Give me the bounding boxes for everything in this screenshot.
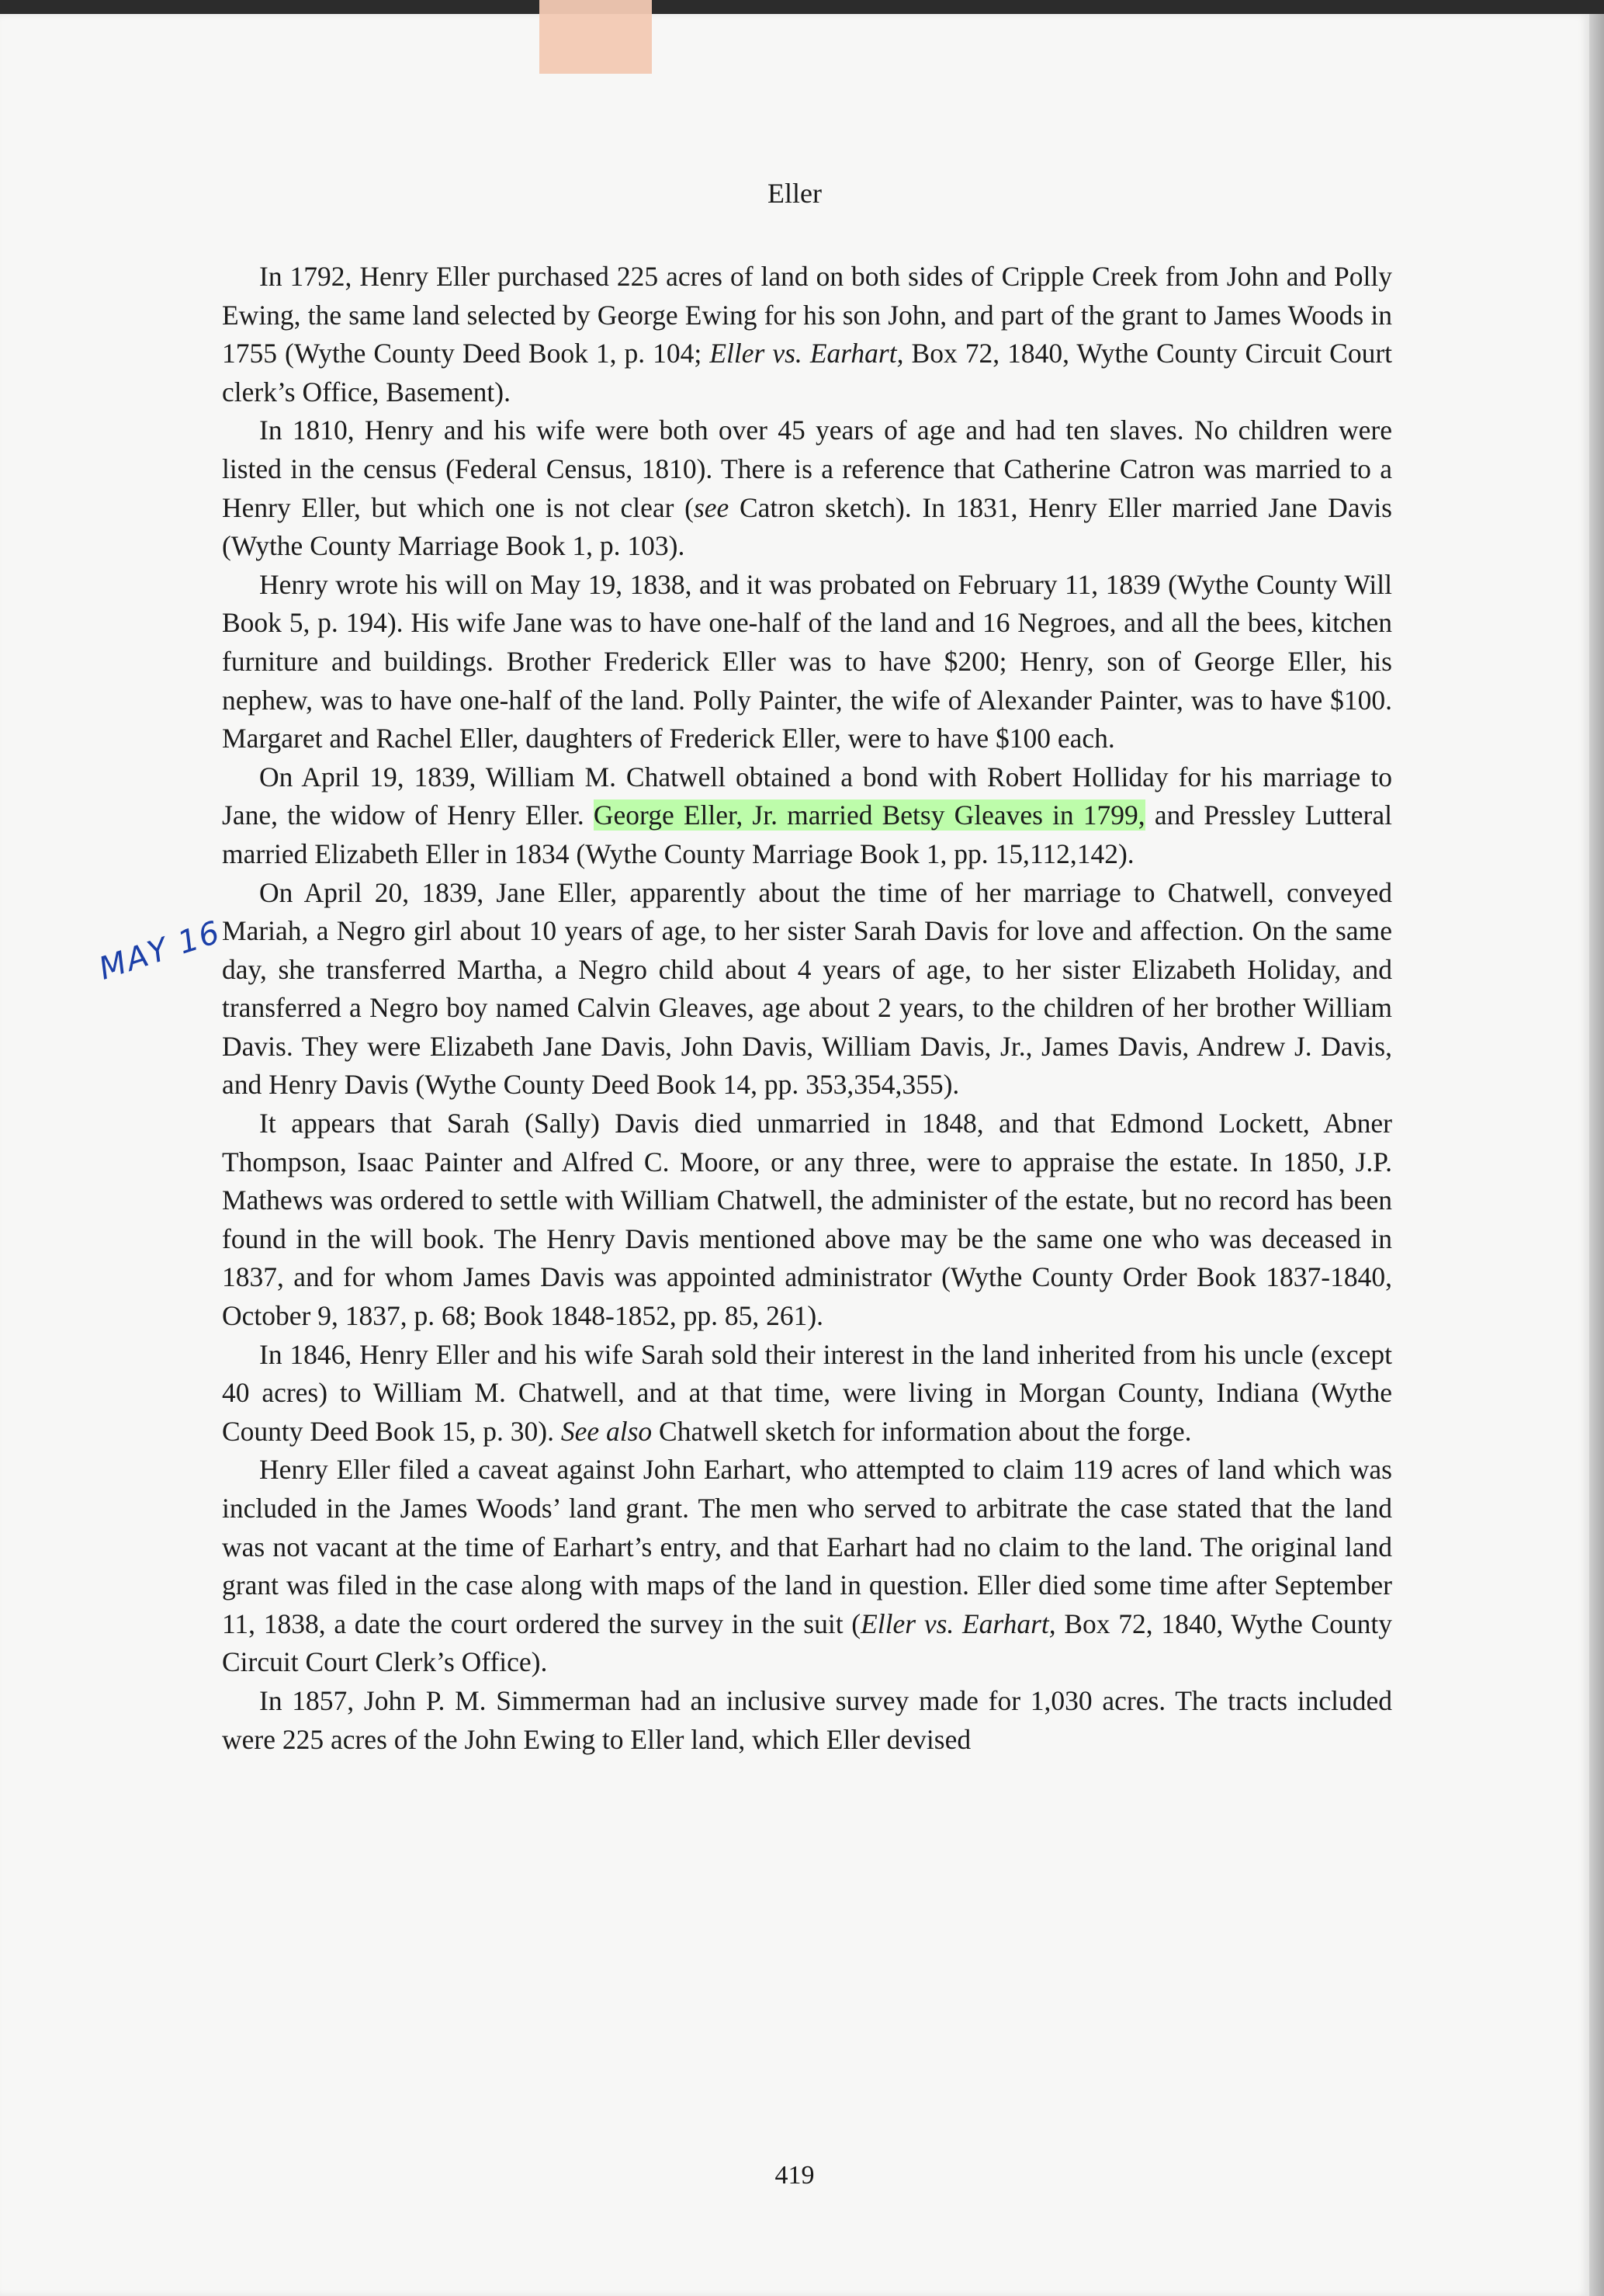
paragraph-3 xyxy=(222,566,1392,758)
paragraph-8 xyxy=(222,1451,1392,1682)
paragraph-7-text: In 1846, Henry Eller and his wife Sarah sold their interest in the land inherited from his uncle (except 40 acres) to William M. Chatwell, and at that time, were living in Morgan County, Indiana (Wythe County Deed Book 15, p. 30). xyxy=(222,1338,1392,1447)
see-italic: see xyxy=(693,491,729,523)
paragraph-1-end: Box 72, 1840, Wythe County Circuit Court clerk’s Office, Basement). xyxy=(222,338,1393,408)
paragraph-1-text: In 1792, Henry Eller purchased 225 acres of land on both sides of Cripple Creek from John and Polly Ewing, the same land selected by George Ewing for his son John, and part of the grant to James Woods in 1755 (Wythe County Deed Book 1, p. 104; xyxy=(222,261,1392,369)
paragraph-3-text: Henry wrote his will on May 19, 1838, and it was probated on February 11, 1839 (Wythe County Will Book 5, p. 194). His wife Jane was to have one-half of the land and 16 Negroes, and all the bees, kitchen furniture and buildings. Brother Frederick Eller was to have $200; Henry, son of George Eller, his nephew, was to have one-half of the land. Polly Painter, the wife of Alexander Painter, was to have $100. Margaret and Rachel Eller, daughters of Frederick Eller, were to have $100 each. xyxy=(222,568,1392,754)
highlighted-text: George Eller, Jr. married Betsy Gleaves in 1799, xyxy=(593,799,1145,831)
paragraph-4 xyxy=(222,758,1392,874)
tape-strip xyxy=(539,0,652,74)
paragraph-5-text: On April 20, 1839, Jane Eller, apparently about the time of her marriage to Chatwell, conveyed Mariah, a Negro girl about 10 years of age, to her sister Sarah Davis for love and affection. On the same day, she transferred Martha, a Negro child about 4 years of age, to her sister Elizabeth Holiday, and transferred a Negro boy named Calvin Gleaves, age about 2 years, to the children of her brother William Davis. They were Elizabeth Jane Davis, John Davis, William Davis, Jr., James Davis, Andrew J. Davis, and Henry Davis (Wythe County Deed Book 14, pp. 353,354,355). xyxy=(222,876,1392,1101)
paragraph-4-text: On April 19, 1839, William M. Chatwell obtained a bond with Robert Holliday for his marriage to Jane, the widow of Henry Eller. xyxy=(222,761,1392,831)
paragraph-2-text: In 1810, Henry and his wife were both over 45 years of age and had ten slaves. No children were listed in the census (Federal Census, 1810). There is a reference that Catherine Catron was married to a Henry Eller, but which one is not clear ( xyxy=(222,414,1392,523)
paragraph-2 xyxy=(222,411,1392,565)
paragraph-5 xyxy=(222,874,1392,1105)
paragraph-8-text: Henry Eller filed a caveat against John Earhart, who attempted to claim 119 acres of land which was included in the James Woods’ land grant. The men who served to arbitrate the case stated that the land was not vacant at the time of Earhart’s entry, and that Earhart had no claim to the land. The original land grant was filed in the case along with maps of the land in question. Eller died some time after September 11, 1838, a date the court ordered the survey in the suit ( xyxy=(222,1454,1392,1639)
case-title-italic-2: Eller vs. Earhart, xyxy=(861,1608,1056,1639)
paragraph-6 xyxy=(222,1105,1392,1336)
paragraph-4-end: and Pressley Lutteral married Elizabeth Eller in 1834 (Wythe County Marriage Book 1, pp. 15,112,142). xyxy=(222,799,1392,869)
body-text xyxy=(222,258,1392,1759)
handwritten-margin-note: MAY 16 xyxy=(95,914,226,987)
page-right-edge xyxy=(1589,14,1604,2296)
paragraph-9-text: In 1857, John P. M. Simmerman had an inclusive survey made for 1,030 acres. The tracts included were 225 acres of the John Ewing to Eller land, which Eller devised xyxy=(222,1684,1392,1755)
see-also-italic: See also xyxy=(560,1415,653,1447)
paragraph-9 xyxy=(222,1682,1392,1759)
case-title-italic: Eller vs. Earhart, xyxy=(709,338,904,369)
paragraph-6-text: It appears that Sarah (Sally) Davis died unmarried in 1848, and that Edmond Lockett, Abner Thompson, Isaac Painter and Alfred C. Moore, or any three, were to appraise the estate. In 1850, J.P. Mathews was ordered to settle with William Chatwell, the administer of the estate, but no record has been found in the will book. The Henry Davis mentioned above may be the same one who was deceased in 1837, and for whom James Davis was appointed administrator (Wythe County Order Book 1837-1840, October 9, 1837, p. 68; Book 1848-1852, pp. 85, 261). xyxy=(222,1108,1392,1332)
scan-top-edge xyxy=(0,0,1604,14)
paragraph-2-end: Catron sketch). In 1831, Henry Eller married Jane Davis (Wythe County Marriage Book 1, p. 103). xyxy=(222,491,1393,562)
paragraph-1 xyxy=(222,258,1392,411)
page-number: 419 xyxy=(774,2161,815,2190)
paragraph-7-end: Chatwell sketch for information about the forge. xyxy=(659,1415,1192,1447)
running-header: Eller xyxy=(767,178,822,209)
paragraph-7 xyxy=(222,1336,1392,1451)
paragraph-8-end: Box 72, 1840, Wythe County Circuit Court Clerk’s Office). xyxy=(222,1608,1393,1678)
